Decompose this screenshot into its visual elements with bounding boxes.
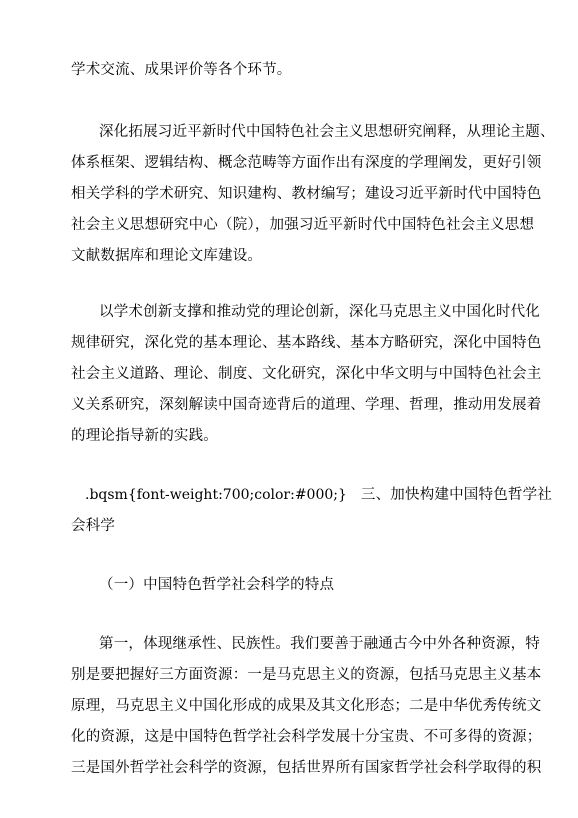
paragraph-line: 原理，马克思主义中国化形成的成果及其文化形态；二是中华优秀传统文	[71, 698, 542, 714]
paragraph-line: 社会主义道路、理论、制度、文化研究，深化中华文明与中国特色社会主	[71, 366, 542, 382]
paragraph-line: 的理论指导新的实践。	[71, 428, 218, 444]
paragraph-line: 深化拓展习近平新时代中国特色社会主义思想研究阐释，从理论主题、	[99, 124, 555, 140]
paragraph-line: 社会主义思想研究中心（院），加强习近平新时代中国特色社会主义思想	[71, 217, 535, 233]
paragraph-line: 规律研究，深化党的基本理论、基本路线、基本方略研究，深化中国特色	[71, 335, 542, 351]
section-heading-continued: 会科学	[71, 518, 116, 534]
section-heading-text: 三、加快构建中国特色哲学社	[360, 487, 553, 503]
paragraph-line: 第一，体现继承性、民族性。我们要善于融通古今中外各种资源，特	[99, 636, 540, 652]
paragraph-line: 文献数据库和理论文库建设。	[71, 248, 263, 264]
paragraph-line: 别是要把握好三方面资源：一是马克思主义的资源，包括马克思主义基本	[71, 667, 542, 683]
paragraph-line: 以学术创新支撑和推动党的理论创新，深化马克思主义中国化时代化	[99, 304, 540, 320]
section-heading	[0, 485, 578, 505]
paragraph-line: 义关系研究，深刻解读中国奇迹背后的道理、学理、哲理，推动用发展着	[71, 397, 542, 413]
paragraph-line: 相关学科的学术研究、知识建构、教材编写；建设习近平新时代中国特色	[71, 186, 542, 202]
stray-css-text: .bqsm{font-weight:700;color:#000;}	[85, 487, 347, 503]
paragraph-line: 三是国外哲学社会科学的资源，包括世界所有国家哲学社会科学取得的积	[71, 760, 542, 776]
paragraph-line: 化的资源，这是中国特色哲学社会科学发展十分宝贵、不可多得的资源；	[71, 729, 542, 745]
subsection-heading: （一）中国特色哲学社会科学的特点	[99, 577, 335, 593]
paragraph-line: 体系框架、逻辑结构、概念范畴等方面作出有深度的学理阐发，更好引领	[71, 155, 542, 171]
paragraph-line: 学术交流、成果评价等各个环节。	[71, 62, 292, 78]
